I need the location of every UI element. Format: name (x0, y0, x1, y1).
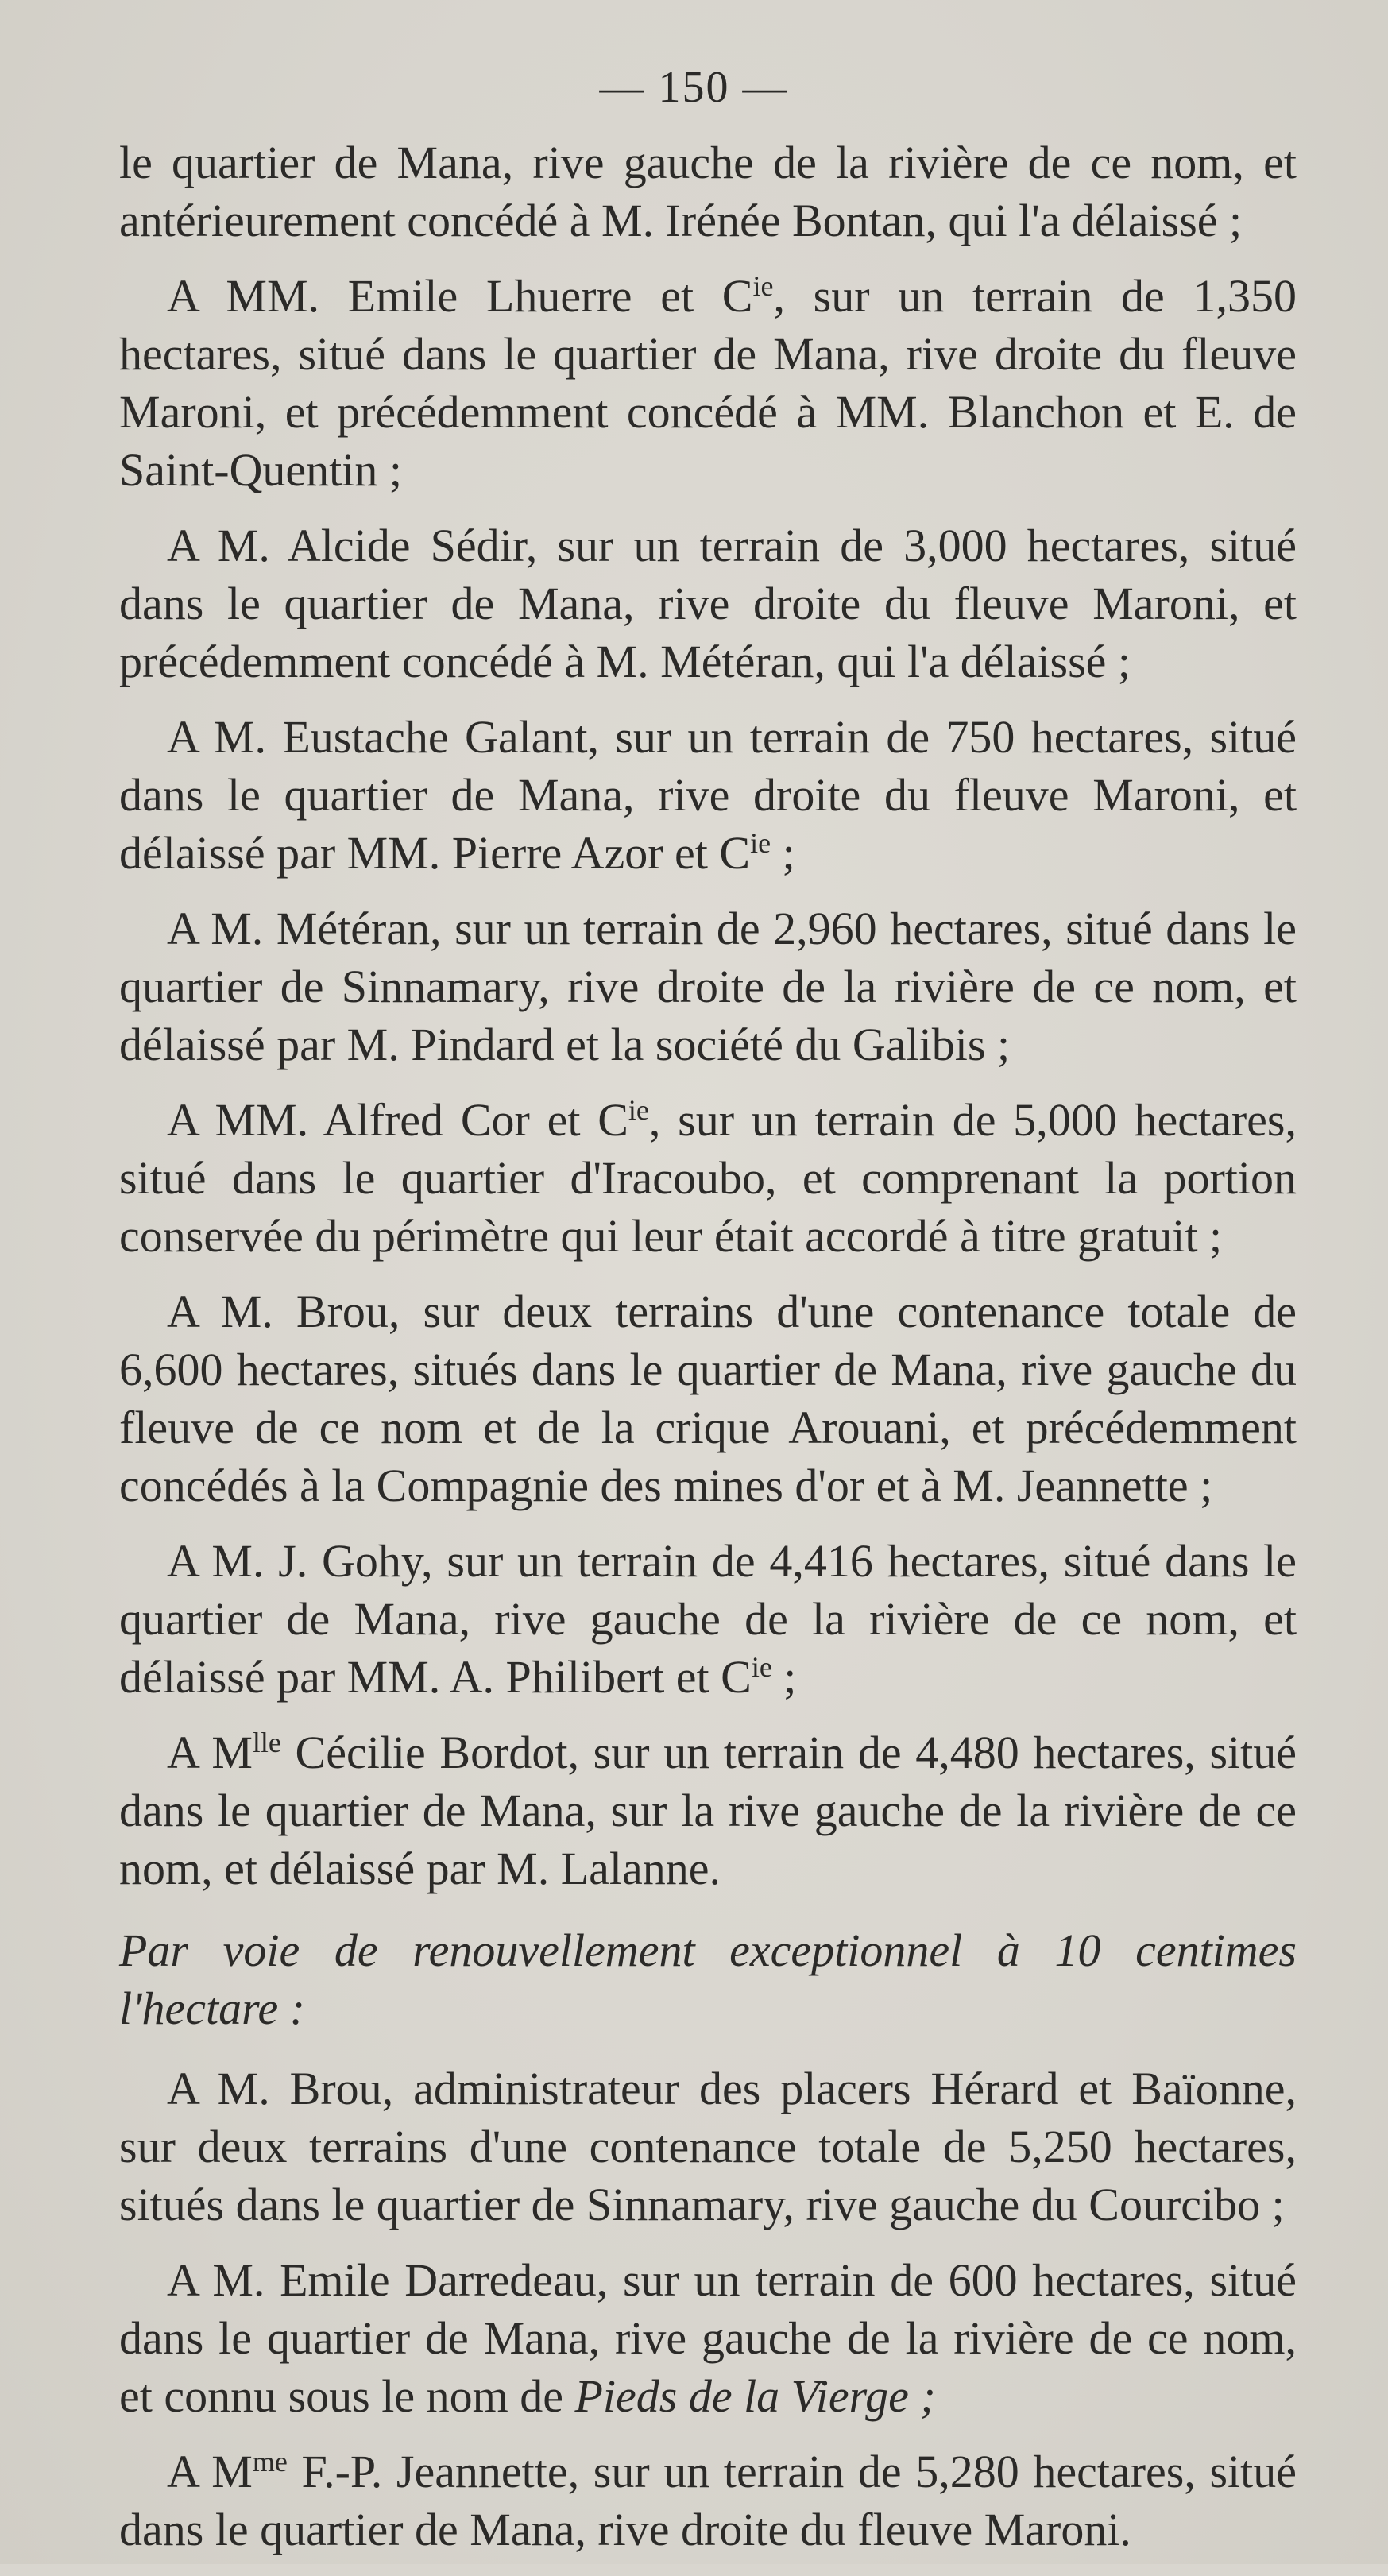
text-run: A M. Alcide Sédir, sur un terrain de 3,000 hectares, situé dans le quartier de Mana, rive droite du fleuve Maroni, et précédemment concédé à M. Météran, qui l'a délaissé ; (119, 520, 1297, 687)
superscript: ie (628, 1094, 649, 1126)
text-run: A M. Eustache Galant, sur un terrain de 750 hectares, situé dans le quartier de Mana, rive droite du fleuve Maroni, et délaissé par MM. Pierre Azor et C (119, 711, 1297, 879)
text-run: A M. Météran, sur un terrain de 2,960 hectares, situé dans le quartier de Sinnamary, rive droite de la rivière de ce nom, et délaissé par M. Pindard et la société du Galibis ; (119, 903, 1297, 1070)
superscript: ie (751, 1651, 772, 1683)
text-run: ; (771, 1651, 797, 1703)
paragraph-bordot (119, 1723, 1297, 1897)
text-run: F.-P. Jeannette, sur un terrain de 5,280 hectares, situé dans le quartier de Mana, rive droite du fleuve Maroni. (119, 2446, 1297, 2555)
text-run: , sur un terrain de 1,350 hectares, situé dans le quartier de Mana, rive droite du fleuve Maroni, et précédemment concédé à MM. Blanchon et E. de Saint-Quentin ; (119, 270, 1297, 496)
text-run: A M. Brou, sur deux terrains d'une contenance totale de 6,600 hectares, situés dans le quartier de Mana, rive gauche du fleuve de ce nom et de la crique Arouani, et précédemment concédés à la Compagnie des mines d'or et à M. Jeannette ; (119, 1286, 1297, 1511)
place-name-italic: Pieds de la Vierge ; (574, 2370, 936, 2422)
paragraph-lhuerre (119, 267, 1297, 499)
superscript: ie (752, 270, 774, 302)
paragraph-continuation (119, 133, 1297, 249)
text-run: A M (167, 1727, 253, 1778)
text-run: A M (167, 2446, 253, 2497)
text-run: A M. J. Gohy, sur un terrain de 4,416 hectares, situé dans le quartier de Mana, rive gauche de la rivière de ce nom, et délaissé par MM. A. Philibert et C (119, 1535, 1297, 1703)
text-run: , sur un terrain de 5,000 hectares, situé dans le quartier d'Iracoubo, et comprenant la portion conservée du périmètre qui leur était accordé à titre gratuit ; (119, 1094, 1297, 1262)
page-body (119, 133, 1297, 2576)
superscript: me (252, 2446, 288, 2477)
text-run: A MM. Emile Lhuerre et C (167, 270, 753, 322)
superscript: ie (750, 827, 771, 859)
paragraph-brou-administrateur (119, 2060, 1297, 2234)
paragraph-brou (119, 1282, 1297, 1514)
paragraph-galant (119, 708, 1297, 882)
text-run: le quartier de Mana, rive gauche de la rivière de ce nom, et antérieurement concédé à M. Irénée Bontan, qui l'a délaissé ; (119, 137, 1297, 246)
paragraph-sedir (119, 516, 1297, 690)
paragraph-gohy (119, 1532, 1297, 1706)
text-run: ; (771, 827, 795, 879)
section-heading (119, 1921, 1297, 2037)
superscript: lle (252, 1727, 281, 1758)
paragraph-jeannette (119, 2443, 1297, 2559)
text-run: Cécilie Bordot, sur un terrain de 4,480 hectares, situé dans le quartier de Mana, sur la rive gauche de la rivière de ce nom, et délaissé par M. Lalanne. (119, 1727, 1297, 1894)
paragraph-cor (119, 1091, 1297, 1265)
text-run: A MM. Alfred Cor et C (167, 1094, 628, 1146)
paragraph-darredeau (119, 2251, 1297, 2425)
paragraph-meteran (119, 899, 1297, 1073)
heading-text: Par voie de renouvellement exceptionnel à 10 centimes l'hectare : (119, 1924, 1297, 2034)
text-run: A M. Brou, administrateur des placers Hérard et Baïonne, sur deux terrains d'une contenance totale de 5,250 hectares, situés dans le quartier de Sinnamary, rive gauche du Courcibo ; (119, 2063, 1297, 2230)
page-number: — 150 — (599, 63, 789, 112)
text-run: A M. Emile Darredeau, sur un terrain de 600 hectares, situé dans le quartier de Mana, rive gauche de la rivière de ce nom, et connu sous le nom de (119, 2254, 1297, 2422)
